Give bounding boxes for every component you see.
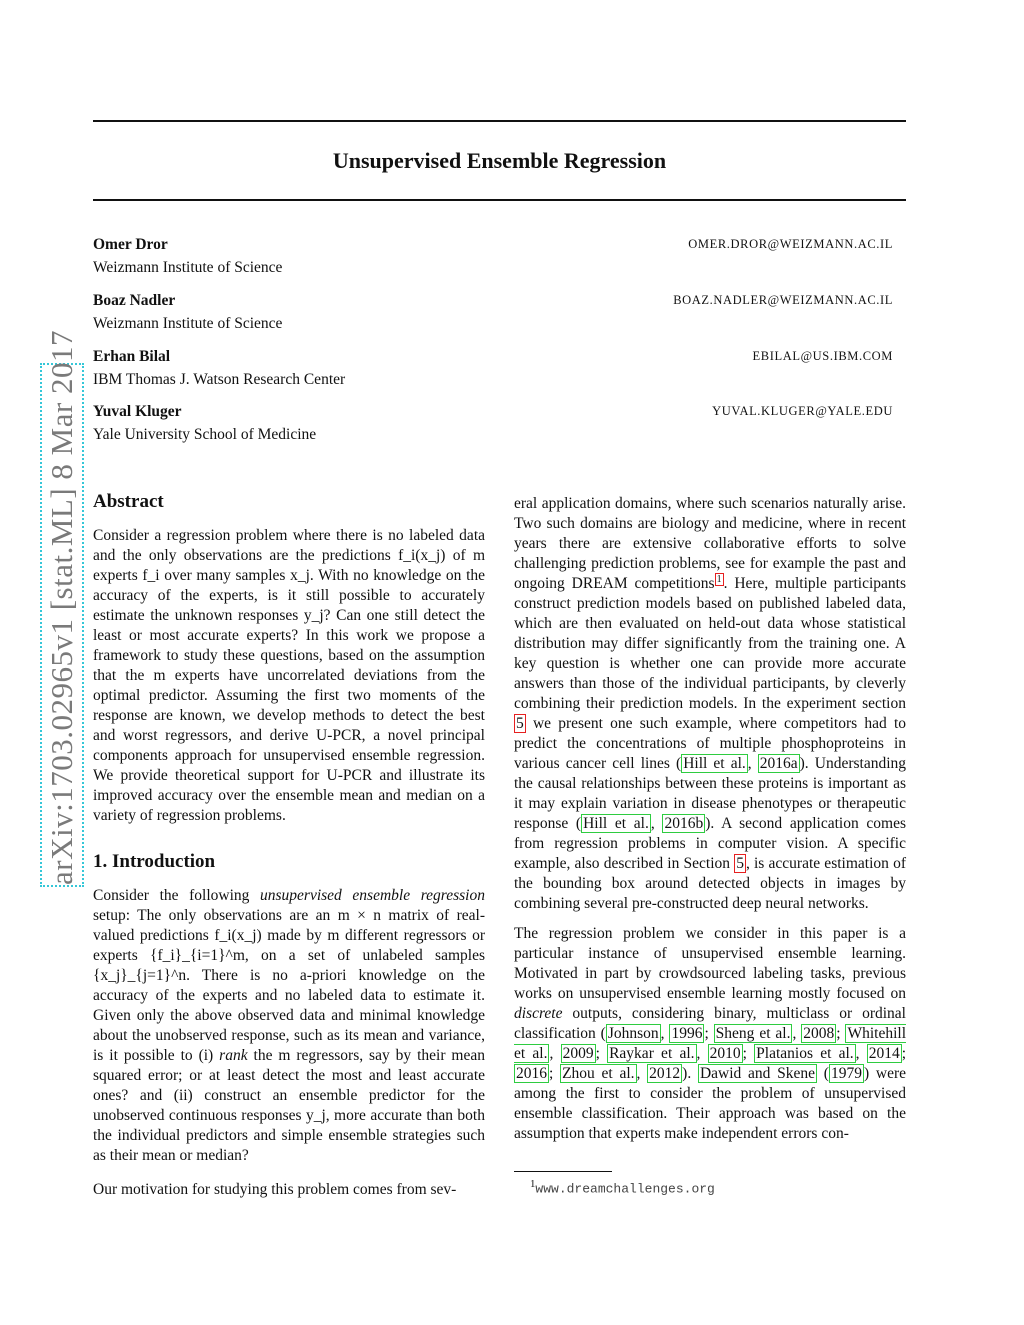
citation-link[interactable]: 2012 bbox=[649, 1065, 681, 1082]
citation-link[interactable]: Raykar et al. bbox=[609, 1045, 695, 1062]
section-ref-link[interactable]: 5 bbox=[736, 855, 744, 872]
citation-link[interactable]: Hill et al. bbox=[583, 815, 649, 832]
citation-link[interactable]: 2014 bbox=[868, 1045, 900, 1062]
citation-link[interactable]: 2016a bbox=[759, 755, 798, 772]
footnote-number: 1 bbox=[530, 1178, 536, 1190]
author-email[interactable]: BOAZ.NADLER@WEIZMANN.AC.IL bbox=[673, 293, 893, 307]
citation-link[interactable]: Dawid and Skene bbox=[699, 1065, 816, 1082]
citation-link[interactable]: Whitehill et al. bbox=[514, 1025, 907, 1062]
author-affiliation: Weizmann Institute of Science bbox=[93, 315, 283, 332]
author-name: Yuval Kluger bbox=[93, 403, 182, 420]
author-affiliation: Weizmann Institute of Science bbox=[93, 259, 283, 276]
author-affiliation: IBM Thomas J. Watson Research Center bbox=[93, 371, 346, 388]
author-email[interactable]: YUVAL.KLUGER@YALE.EDU bbox=[712, 404, 893, 418]
citation-link[interactable]: 2016b bbox=[664, 815, 704, 832]
intro-paragraph-2-cont: eral application domains, where such scenarios naturally arise. Two such domains are biology and medicine, where in recent years there are extensive collaborative efforts to solve challenging prediction problems, see for example the past and ongoing DREAM competitions $^1$ . Here, multiple participants construct prediction models based on published labeled data, which are then evaluated on held-out data whose statistical distribution may differ significantly from the training one. A key question is whether one can provide more accurate answers than those of the individual participants, by cleverly combining their prediction models. In the experiment section 5 we present one such example, where competitors had to predict the concentrations of multiple phosphoproteins in various cancer cell lines ( Hill et al. , 2016a ). Understanding the causal relationships between these proteins is important as it may explain variation in disease phenotypes or therapeutic response ( Hill et al. , 2016b ). A second application comes from regression problems in computer vision. A specific example, also described in Section 5 , is accurate estimation of the bounding box around detected objects in images by combining several pre-constructed deep neural networks. bbox=[514, 495, 907, 912]
author-name: Erhan Bilal bbox=[93, 348, 171, 365]
footnote-marker[interactable]: 1 bbox=[716, 573, 722, 585]
author-email[interactable]: EBILAL@US.IBM.COM bbox=[752, 349, 893, 363]
section-ref-link[interactable]: 5 bbox=[516, 715, 524, 732]
footnote bbox=[530, 1178, 715, 1196]
citation-link[interactable]: 2016 bbox=[516, 1065, 547, 1082]
arxiv-identifier[interactable]: arXiv:1703.02965v1 [stat.ML] 8 Mar 2017 bbox=[40, 363, 84, 887]
citation-link[interactable]: 2009 bbox=[562, 1045, 594, 1062]
citation-link[interactable]: 2010 bbox=[709, 1045, 741, 1062]
abstract-text: Consider a regression problem where there is no labeled data and the only observations are the predictions f_i(x_j) of m experts f_i over many samples x_j. With no knowledge on the accuracy of the experts, is it still possible to accurately estimate the unknown responses y_j? Can one still detect the least or most accurate experts? In this work we propose a framework to study these questions, based on the assumption that the m experts have uncorrelated deviations from the optimal predictor. Assuming the first two moments of the response are known, we develop methods to detect the best and worst regressors, and derive U-PCR, a novel principal components approach for unsupervised ensemble regression. We provide theoretical support for U-PCR and illustrate its improved accuracy over the ensemble mean and median on a variety of regression problems. bbox=[93, 527, 485, 824]
footnote-rule bbox=[514, 1171, 612, 1172]
author-email[interactable]: OMER.DROR@WEIZMANN.AC.IL bbox=[688, 237, 893, 251]
intro-paragraph-1: Consider the following unsupervised ensemble regression setup: The only observations are an m × n matrix of real-valued predictions f_i(x_j) made by m different regressors or experts {f_i}_{i=1}^m, on a set of unlabeled samples {x_j}_{j=1}^n. There is no a-priori knowledge on the accuracy of the experts and no labeled data to estimate it. Given only the above observed data and minimal knowledge about the unobserved response, such as its mean and variance, is it possible to (i) rank the m regressors, say by their mean squared error; or at least detect the most and least accurate ones? and (ii) construct an ensemble predictor for the unobserved continuous responses y_j, more accurate than both the individual predictors and simple ensemble strategies such as their mean or median? bbox=[93, 887, 485, 1164]
citation-link[interactable]: Hill et al. bbox=[683, 755, 746, 772]
title-rule bbox=[93, 199, 906, 201]
citation-link[interactable]: 1996 bbox=[671, 1025, 703, 1042]
paper-title: Unsupervised Ensemble Regression bbox=[332, 148, 667, 173]
author-affiliation: Yale University School of Medicine bbox=[93, 426, 317, 443]
citation-link[interactable]: Sheng et al. bbox=[715, 1025, 791, 1042]
top-rule bbox=[93, 120, 906, 122]
intro-paragraph-3: The regression problem we consider in this paper is a particular instance of unsupervised ensemble learning. Motivated in part by crowdsourced labeling tasks, previous works on unsupervised ensemble learning mostly focused on discrete outputs, considering binary, multiclass or ordinal classification ( Johnson , 1996 ; Sheng et al. , 2008 ; Whitehill et al. , 2009 ; Raykar et al. , 2010 ; Platanios et al. , 2014 ; 2016 ; Zhou et al. , 2012 ). Dawid and Skene ( 1979 ) were among the first to consider the problem of unsupervised ensemble classification. Their approach was based on the assumption that experts make independent errors con- bbox=[514, 925, 907, 1142]
author-name: Omer Dror bbox=[93, 236, 168, 253]
author-name: Boaz Nadler bbox=[93, 292, 176, 309]
author-block-1 bbox=[93, 233, 893, 279]
author-block-3 bbox=[93, 345, 893, 391]
footnote-url[interactable]: www.dreamchallenges.org bbox=[535, 1181, 715, 1197]
citation-link[interactable]: 2008 bbox=[803, 1025, 835, 1042]
citation-link[interactable]: 1979 bbox=[830, 1065, 862, 1082]
author-block-4 bbox=[93, 400, 893, 446]
introduction-heading: 1. Introduction bbox=[93, 851, 216, 872]
citation-link[interactable]: Platanios et al. bbox=[756, 1045, 854, 1062]
left-column bbox=[93, 490, 485, 1210]
citation-link[interactable]: Zhou et al. bbox=[562, 1065, 635, 1082]
citation-link[interactable]: Johnson bbox=[607, 1025, 659, 1042]
right-column bbox=[514, 494, 906, 1154]
author-block-2 bbox=[93, 289, 893, 335]
abstract-heading: Abstract bbox=[93, 491, 164, 512]
intro-paragraph-2-start: Our motivation for studying this problem comes from sev- bbox=[93, 1181, 457, 1198]
